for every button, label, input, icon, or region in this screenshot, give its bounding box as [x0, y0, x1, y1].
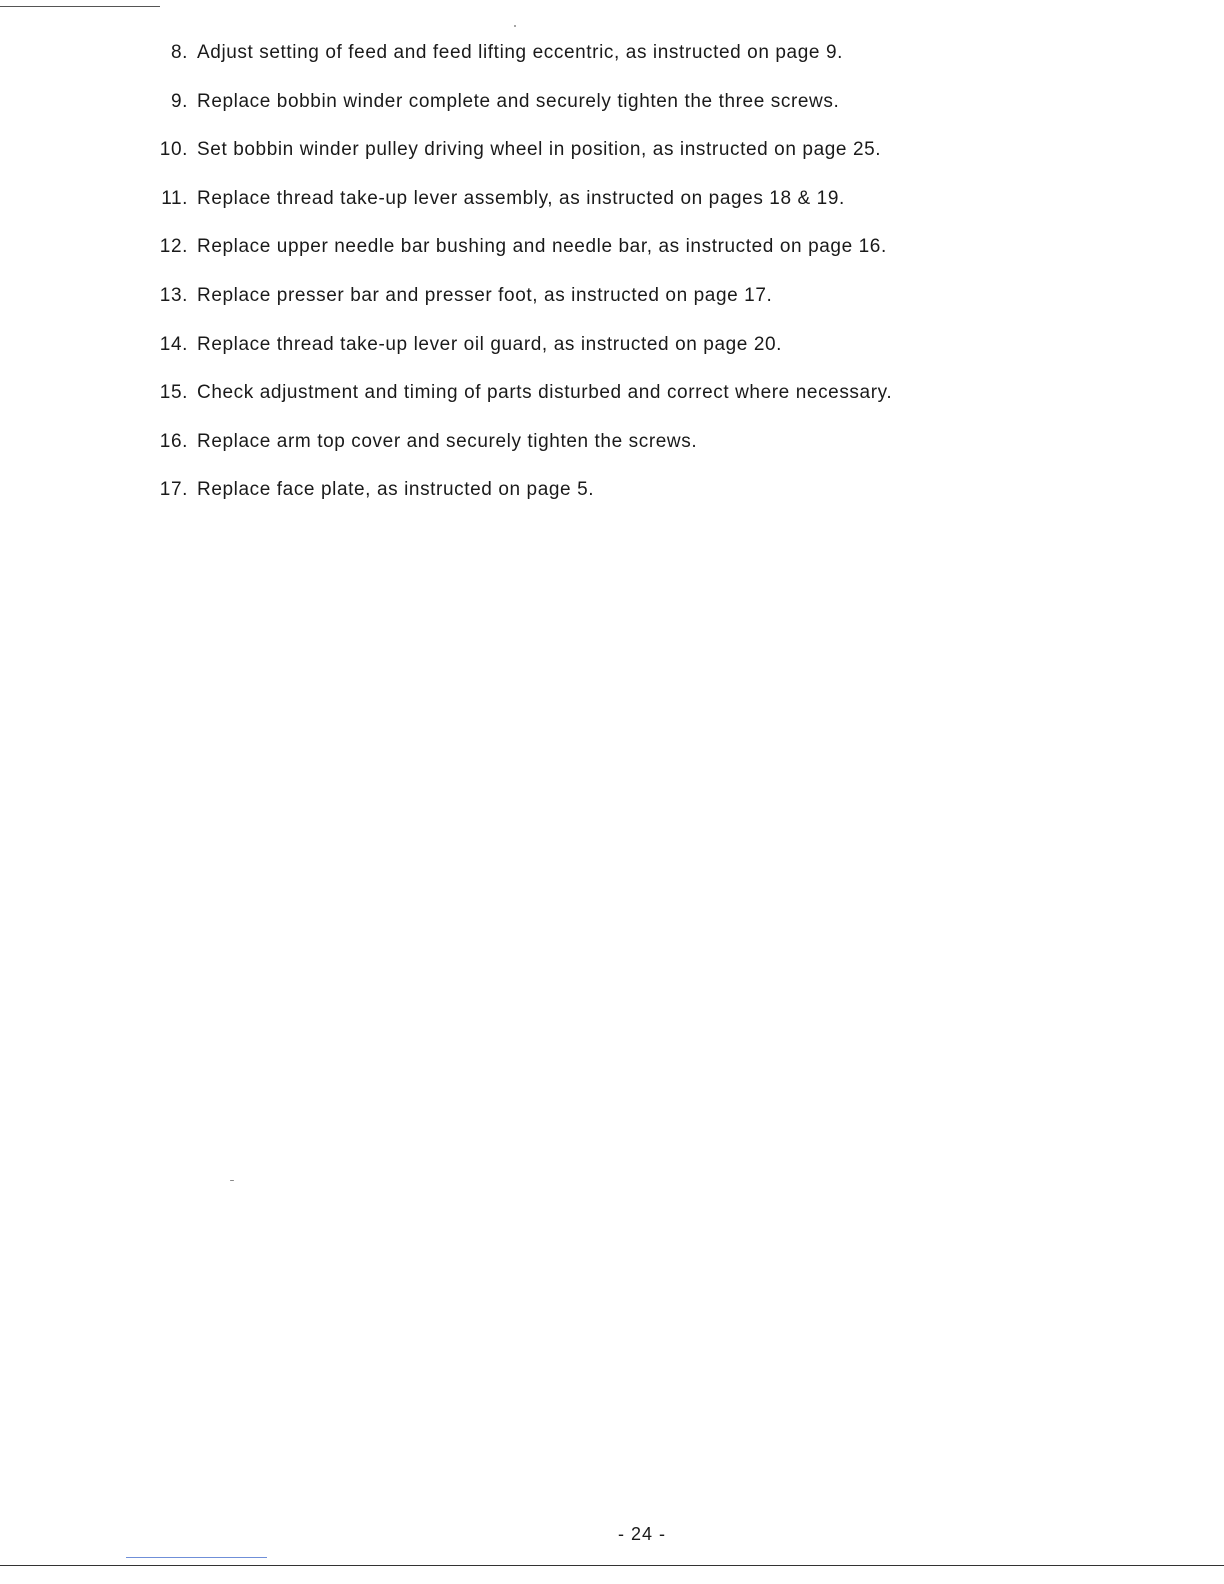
step-text: Replace thread take-up lever assembly, as instructed on pages 18 & 19. [197, 187, 845, 209]
step-number: 9. [170, 90, 188, 112]
step-text: Replace presser bar and presser foot, as instructed on page 17. [197, 284, 773, 306]
list-item [0, 137, 1224, 186]
step-text: Set bobbin winder pulley driving wheel in position, as instructed on page 25. [197, 139, 882, 161]
bottom-blue-rule [126, 1557, 267, 1558]
step-text: Replace bobbin winder complete and securely tighten the three screws. [197, 90, 840, 112]
step-number: 14. [159, 333, 188, 355]
list-item [0, 40, 1224, 89]
list-item [0, 477, 1224, 526]
list-item [0, 283, 1224, 332]
step-number: 10. [159, 139, 188, 161]
step-number: 11. [161, 187, 188, 209]
step-number: 12. [159, 236, 188, 258]
step-number: 8. [170, 42, 188, 63]
instruction-list [0, 40, 1224, 526]
step-number: 17. [159, 479, 188, 501]
list-item [0, 186, 1224, 235]
list-item [0, 332, 1224, 381]
list-item [0, 89, 1224, 138]
page-number: - 24 - [617, 1524, 666, 1544]
list-item [0, 380, 1224, 429]
top-rule [0, 6, 160, 7]
step-text: Replace face plate, as instructed on page 5. [197, 479, 595, 501]
step-number: 16. [159, 430, 188, 452]
step-text: Replace thread take-up lever oil guard, as instructed on page 20. [197, 333, 783, 355]
step-text: Replace arm top cover and securely tighten the screws. [197, 430, 698, 452]
step-number: 15. [159, 382, 188, 404]
step-number: 13. [159, 284, 188, 306]
bottom-rule [0, 1565, 1224, 1566]
scan-speck [514, 25, 516, 27]
list-item [0, 429, 1224, 478]
step-text: Adjust setting of feed and feed lifting eccentric, as instructed on page 9. [197, 42, 843, 63]
list-item [0, 234, 1224, 283]
step-text: Check adjustment and timing of parts disturbed and correct where necessary. [197, 382, 893, 404]
scan-speck [230, 1180, 234, 1181]
step-text: Replace upper needle bar bushing and needle bar, as instructed on page 16. [197, 236, 887, 258]
